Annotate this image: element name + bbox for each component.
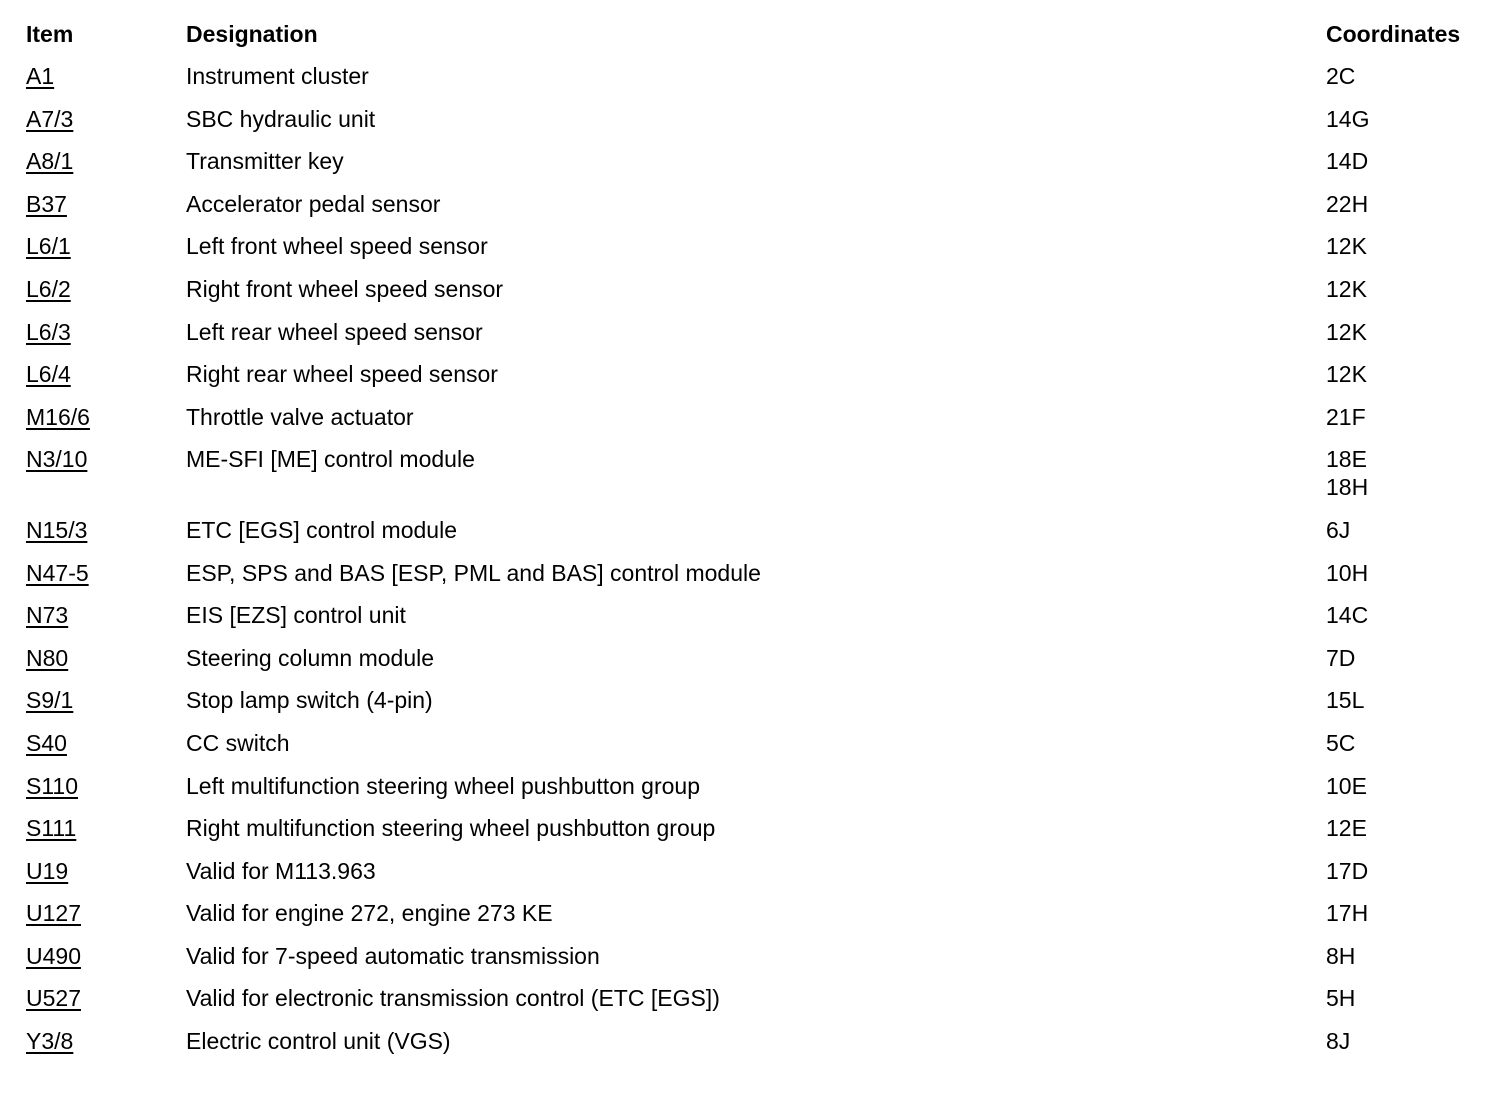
table-row: [26, 552, 1486, 595]
coordinates-cell: [1326, 644, 1486, 672]
table-row: [26, 722, 1486, 765]
coordinates-cell: [1326, 275, 1486, 303]
designation-cell: ESP, SPS and BAS [ESP, PML and BAS] control module: [186, 559, 761, 586]
item-link[interactable]: S111: [26, 815, 77, 842]
table-row: [26, 225, 1486, 268]
coordinate-value: 12K: [1326, 275, 1367, 302]
table-row: [26, 850, 1486, 893]
designation-cell: Left front wheel speed sensor: [186, 233, 488, 260]
item-link[interactable]: U127: [26, 900, 81, 927]
coordinate-value: 5C: [1326, 729, 1356, 756]
item-cell: [26, 644, 186, 672]
item-link[interactable]: S40: [26, 729, 67, 756]
item-link[interactable]: U527: [26, 985, 81, 1012]
coordinates-cell: [1326, 686, 1486, 714]
table-row: [26, 679, 1486, 722]
item-cell: [26, 105, 186, 133]
item-cell: [26, 942, 186, 970]
table-row: [26, 183, 1486, 226]
coordinate-value: 14C: [1326, 602, 1369, 629]
coordinate-value: 18H: [1326, 474, 1369, 501]
table-row: [26, 594, 1486, 637]
coordinate-value: 10H: [1326, 559, 1369, 586]
table-row: [26, 977, 1486, 1020]
item-cell: [26, 318, 186, 346]
item-link[interactable]: A1: [26, 63, 55, 89]
designation-cell: SBC hydraulic unit: [186, 105, 376, 132]
table-row: [26, 935, 1486, 978]
coordinates-cell: [1326, 105, 1486, 133]
coordinate-value: 12K: [1326, 233, 1367, 260]
designation-cell: Right multifunction steering wheel pushbutton group: [186, 815, 716, 842]
designation-cell: Transmitter key: [186, 148, 344, 175]
item-cell: [26, 814, 186, 842]
table-row: [26, 396, 1486, 439]
item-cell: [26, 403, 186, 431]
item-link[interactable]: S110: [26, 772, 79, 799]
coordinates-cell: [1326, 601, 1486, 629]
coordinates-cell: [1326, 62, 1486, 90]
item-cell: [26, 190, 186, 218]
item-link[interactable]: N80: [26, 644, 69, 671]
item-cell: [26, 601, 186, 629]
designation-cell: Left rear wheel speed sensor: [186, 318, 483, 345]
table-row: [26, 268, 1486, 311]
header-designation: Designation: [186, 21, 318, 47]
coordinate-value: 14G: [1326, 105, 1370, 132]
table-row: [26, 807, 1486, 850]
coordinate-value: 17H: [1326, 900, 1369, 927]
table-body: [26, 55, 1486, 1063]
item-link[interactable]: L6/2: [26, 275, 71, 302]
item-link[interactable]: Y3/8: [26, 1028, 74, 1055]
coordinates-cell: [1326, 445, 1486, 501]
item-link[interactable]: S9/1: [26, 687, 74, 714]
coordinates-cell: [1326, 984, 1486, 1012]
header-item: Item: [26, 21, 74, 47]
item-cell: [26, 445, 186, 473]
coordinate-value: 12K: [1326, 318, 1367, 345]
item-link[interactable]: L6/3: [26, 318, 71, 345]
coordinate-value: 18E: [1326, 446, 1367, 473]
designation-cell: EIS [EZS] control unit: [186, 602, 406, 629]
item-link[interactable]: N15/3: [26, 516, 88, 543]
header-coordinates: Coordinates: [1326, 21, 1461, 47]
item-cell: [26, 857, 186, 885]
coordinate-value: 6J: [1326, 516, 1351, 543]
coordinates-cell: [1326, 559, 1486, 587]
designation-cell: Right front wheel speed sensor: [186, 275, 504, 302]
coordinates-cell: [1326, 814, 1486, 842]
designation-cell: Valid for M113.963: [186, 857, 376, 884]
coordinate-value: 17D: [1326, 857, 1369, 884]
coordinates-cell: [1326, 1027, 1486, 1055]
coordinate-value: 7D: [1326, 644, 1356, 671]
coordinates-cell: [1326, 147, 1486, 175]
item-cell: [26, 984, 186, 1012]
coordinates-cell: [1326, 360, 1486, 388]
table-row: [26, 765, 1486, 808]
item-cell: [26, 899, 186, 927]
table-header-row: [26, 18, 1486, 55]
designation-cell: Valid for engine 272, engine 273 KE: [186, 900, 553, 927]
coordinates-cell: [1326, 729, 1486, 757]
designation-cell: Right rear wheel speed sensor: [186, 361, 498, 388]
component-legend-table: [26, 18, 1486, 1063]
table-row: [26, 438, 1486, 509]
item-cell: [26, 729, 186, 757]
designation-cell: Stop lamp switch (4-pin): [186, 687, 433, 714]
coordinates-cell: [1326, 942, 1486, 970]
coordinate-value: 22H: [1326, 190, 1369, 217]
item-link[interactable]: A7/3: [26, 105, 74, 132]
table-row: [26, 892, 1486, 935]
item-cell: [26, 360, 186, 388]
coordinates-cell: [1326, 772, 1486, 800]
designation-cell: CC switch: [186, 729, 290, 756]
coordinate-value: 8J: [1326, 1028, 1351, 1055]
item-link[interactable]: U490: [26, 942, 81, 969]
item-link[interactable]: B37: [26, 190, 67, 217]
designation-cell: Valid for electronic transmission control (ETC [EGS]): [186, 985, 720, 1012]
designation-cell: Electric control unit (VGS): [186, 1028, 451, 1055]
item-cell: [26, 1027, 186, 1055]
coordinates-cell: [1326, 403, 1486, 431]
item-cell: [26, 559, 186, 587]
coordinates-cell: [1326, 516, 1486, 544]
item-link[interactable]: N73: [26, 602, 69, 629]
table-row: [26, 55, 1486, 98]
designation-cell: Instrument cluster: [186, 63, 369, 89]
designation-cell: Throttle valve actuator: [186, 403, 414, 430]
coordinates-cell: [1326, 232, 1486, 260]
table-row: [26, 98, 1486, 141]
item-cell: [26, 62, 186, 90]
coordinates-cell: [1326, 318, 1486, 346]
coordinate-value: 10E: [1326, 772, 1367, 799]
coordinate-value: 2C: [1326, 63, 1356, 89]
table-row: [26, 140, 1486, 183]
item-link[interactable]: M16/6: [26, 403, 90, 430]
table-row: [26, 353, 1486, 396]
coordinate-value: 14D: [1326, 148, 1369, 175]
table-row: [26, 1020, 1486, 1063]
coordinate-value: 15L: [1326, 687, 1365, 714]
designation-cell: ME-SFI [ME] control module: [186, 446, 475, 473]
item-cell: [26, 772, 186, 800]
item-cell: [26, 686, 186, 714]
coordinate-value: 21F: [1326, 403, 1366, 430]
designation-cell: ETC [EGS] control module: [186, 516, 457, 543]
coordinates-cell: [1326, 899, 1486, 927]
item-link[interactable]: N47-5: [26, 559, 89, 586]
coordinate-value: 8H: [1326, 942, 1356, 969]
item-cell: [26, 516, 186, 544]
coordinate-value: 5H: [1326, 985, 1356, 1012]
designation-cell: Valid for 7-speed automatic transmission: [186, 942, 600, 969]
item-link[interactable]: L6/1: [26, 233, 71, 260]
table-row: [26, 311, 1486, 354]
designation-cell: Left multifunction steering wheel pushbutton group: [186, 772, 700, 799]
coordinate-value: 12K: [1326, 361, 1367, 388]
coordinates-cell: [1326, 190, 1486, 218]
designation-cell: Steering column module: [186, 644, 435, 671]
table-row: [26, 509, 1486, 552]
coordinate-value: 12E: [1326, 815, 1367, 842]
item-cell: [26, 147, 186, 175]
designation-cell: Accelerator pedal sensor: [186, 190, 441, 217]
item-cell: [26, 232, 186, 260]
item-link[interactable]: A8/1: [26, 148, 74, 175]
item-cell: [26, 275, 186, 303]
coordinates-cell: [1326, 857, 1486, 885]
item-link[interactable]: L6/4: [26, 361, 71, 388]
item-link[interactable]: N3/10: [26, 446, 88, 473]
item-link[interactable]: U19: [26, 857, 69, 884]
table-row: [26, 637, 1486, 680]
